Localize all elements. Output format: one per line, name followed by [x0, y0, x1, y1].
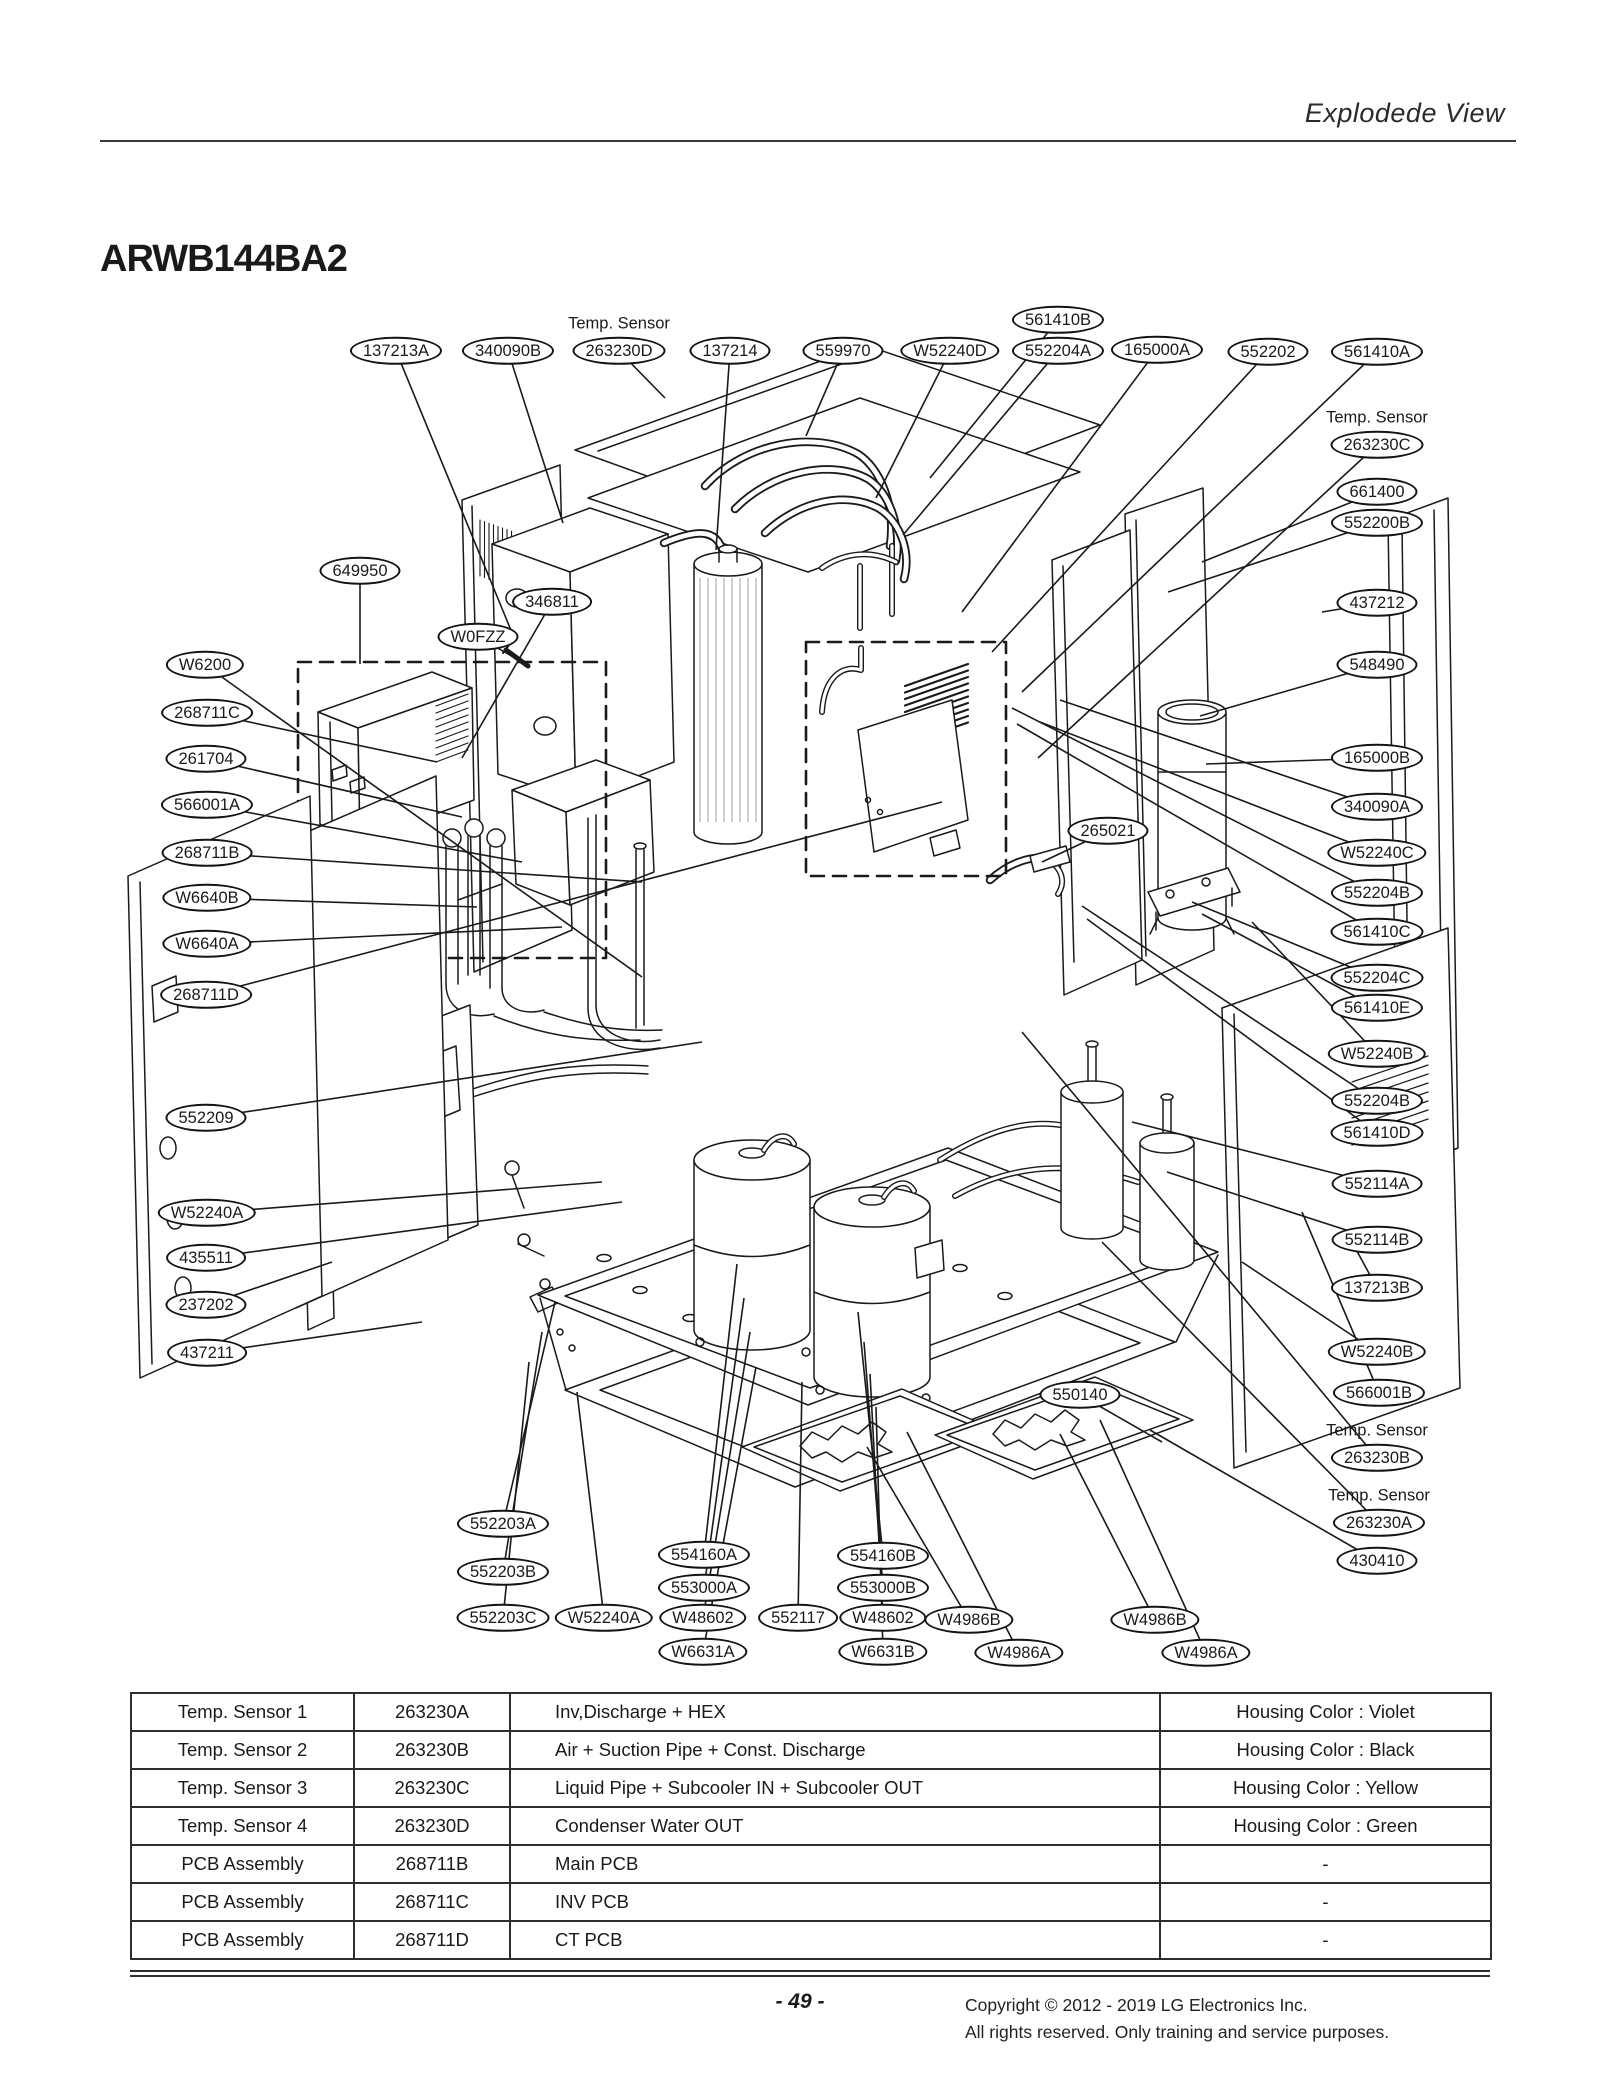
table-cell: - [1160, 1845, 1491, 1883]
part-label-566001A: 566001A [161, 791, 253, 819]
part-caption: Temp. Sensor [1326, 1421, 1428, 1440]
part-label-661400: 661400 [1336, 478, 1417, 506]
part-label-561410A: 561410A [1331, 338, 1423, 366]
part-label-552114A: 552114A [1332, 1170, 1423, 1198]
table-row [131, 1883, 1491, 1921]
parts-table [130, 1692, 1492, 1960]
part-label-W6200: W6200 [166, 651, 244, 679]
table-cell: CT PCB [510, 1921, 1160, 1959]
part-label-265021: 265021 [1067, 817, 1148, 845]
part-label-W52240C: W52240C [1327, 839, 1426, 867]
part-label-548490: 548490 [1336, 651, 1417, 679]
part-label-W4986A: W4986A [974, 1639, 1063, 1667]
part-label-237202: 237202 [165, 1291, 246, 1319]
part-label-137213A: 137213A [350, 337, 442, 365]
part-label-340090B: 340090B [462, 337, 554, 365]
part-label-268711C: 268711C [161, 699, 253, 727]
part-label-W48602: W48602 [659, 1604, 746, 1632]
part-label-552200B: 552200B [1331, 509, 1423, 537]
exploded-drawing [128, 345, 1460, 1491]
part-label-552204B: 552204B [1331, 879, 1423, 907]
part-label-552117: 552117 [758, 1604, 838, 1632]
part-label-W4986B: W4986B [1110, 1606, 1199, 1634]
part-label-W6640B: W6640B [162, 884, 251, 912]
part-label-552204B: 552204B [1331, 1087, 1423, 1115]
table-cell: PCB Assembly [131, 1845, 354, 1883]
part-label-553000B: 553000B [837, 1574, 929, 1602]
part-label-552209: 552209 [165, 1104, 246, 1132]
table-cell: PCB Assembly [131, 1883, 354, 1921]
table-cell: - [1160, 1883, 1491, 1921]
table-cell: 263230D [354, 1807, 510, 1845]
table-cell: Housing Color : Green [1160, 1807, 1491, 1845]
table-cell: Temp. Sensor 4 [131, 1807, 354, 1845]
table-row [131, 1693, 1491, 1731]
table-row [131, 1731, 1491, 1769]
table-cell: Inv,Discharge + HEX [510, 1693, 1160, 1731]
table-row [131, 1845, 1491, 1883]
part-label-552203C: 552203C [457, 1604, 550, 1632]
part-caption: Temp. Sensor [568, 314, 670, 333]
part-label-W52240B: W52240B [1328, 1040, 1426, 1068]
table-cell: 263230B [354, 1731, 510, 1769]
table-cell: 263230C [354, 1769, 510, 1807]
part-label-554160B: 554160B [837, 1542, 929, 1570]
part-label-340090A: 340090A [1331, 793, 1423, 821]
part-label-561410C: 561410C [1331, 918, 1424, 946]
table-cell: Liquid Pipe + Subcooler IN + Subcooler OUT [510, 1769, 1160, 1807]
page-header-title: Explodede View [1304, 98, 1505, 128]
part-label-435511: 435511 [166, 1244, 246, 1272]
part-label-561410D: 561410D [1331, 1119, 1424, 1147]
table-cell: Main PCB [510, 1845, 1160, 1883]
part-caption: Temp. Sensor [1328, 1486, 1430, 1505]
table-cell: 263230A [354, 1693, 510, 1731]
part-label-550140: 550140 [1039, 1381, 1120, 1409]
table-cell: Condenser Water OUT [510, 1807, 1160, 1845]
part-label-437212: 437212 [1336, 589, 1417, 617]
part-caption: Temp. Sensor [1326, 408, 1428, 427]
part-label-649950: 649950 [319, 557, 400, 585]
part-label-165000A: 165000A [1111, 336, 1203, 364]
part-label-W52240A: W52240A [158, 1199, 256, 1227]
part-label-261704: 261704 [165, 745, 246, 773]
part-label-W52240B: W52240B [1328, 1338, 1426, 1366]
part-label-W52240A: W52240A [555, 1604, 653, 1632]
table-cell: 268711C [354, 1883, 510, 1921]
part-label-263230A: 263230A [1333, 1509, 1425, 1537]
part-label-437211: 437211 [167, 1339, 247, 1367]
part-label-W4986B: W4986B [924, 1606, 1013, 1634]
table-row [131, 1769, 1491, 1807]
table-cell: Temp. Sensor 2 [131, 1731, 354, 1769]
part-label-W4986A: W4986A [1161, 1639, 1250, 1667]
part-label-263230D: 263230D [573, 337, 666, 365]
part-label-430410: 430410 [1336, 1547, 1417, 1575]
part-label-165000B: 165000B [1331, 744, 1423, 772]
part-label-561410E: 561410E [1331, 994, 1423, 1022]
part-label-W52240D: W52240D [900, 337, 999, 365]
copyright-line-2: All rights reserved. Only training and service purposes. [965, 2022, 1390, 2043]
part-label-552204C: 552204C [1331, 964, 1424, 992]
part-label-559970: 559970 [802, 337, 883, 365]
part-label-553000A: 553000A [658, 1574, 750, 1602]
copyright-line-1: Copyright © 2012 - 2019 LG Electronics Inc. [965, 1995, 1308, 2015]
part-label-263230B: 263230B [1331, 1444, 1423, 1472]
part-label-W6631B: W6631B [838, 1638, 927, 1666]
part-label-552203B: 552203B [457, 1558, 549, 1586]
table-cell: - [1160, 1921, 1491, 1959]
table-cell: Air + Suction Pipe + Const. Discharge [510, 1731, 1160, 1769]
part-label-554160A: 554160A [658, 1541, 750, 1569]
part-label-346811: 346811 [512, 588, 592, 616]
table-cell: PCB Assembly [131, 1921, 354, 1959]
part-label-263230C: 263230C [1331, 431, 1424, 459]
part-label-W6631A: W6631A [658, 1638, 747, 1666]
part-label-552203A: 552203A [457, 1510, 549, 1538]
table-row [131, 1807, 1491, 1845]
table-cell: Temp. Sensor 1 [131, 1693, 354, 1731]
page-number: - 49 - [775, 1990, 825, 2013]
model-title: ARWB144BA2 [100, 238, 347, 280]
table-row [131, 1921, 1491, 1959]
table-cell: Temp. Sensor 3 [131, 1769, 354, 1807]
part-label-W0FZZ: W0FZZ [438, 623, 519, 651]
part-label-566001B: 566001B [1333, 1379, 1425, 1407]
part-label-552114B: 552114B [1332, 1226, 1423, 1254]
part-label-137213B: 137213B [1331, 1274, 1423, 1302]
part-label-W48602: W48602 [839, 1604, 926, 1632]
part-label-552202: 552202 [1227, 338, 1308, 366]
part-label-552204A: 552204A [1012, 337, 1104, 365]
table-cell: INV PCB [510, 1883, 1160, 1921]
table-cell: Housing Color : Black [1160, 1731, 1491, 1769]
table-cell: 268711B [354, 1845, 510, 1883]
part-label-137214: 137214 [689, 337, 770, 365]
part-label-268711D: 268711D [160, 981, 252, 1009]
table-cell: Housing Color : Yellow [1160, 1769, 1491, 1807]
table-cell: 268711D [354, 1921, 510, 1959]
part-label-268711B: 268711B [162, 839, 253, 867]
table-cell: Housing Color : Violet [1160, 1693, 1491, 1731]
part-label-W6640A: W6640A [162, 930, 251, 958]
part-label-561410B: 561410B [1012, 306, 1104, 334]
